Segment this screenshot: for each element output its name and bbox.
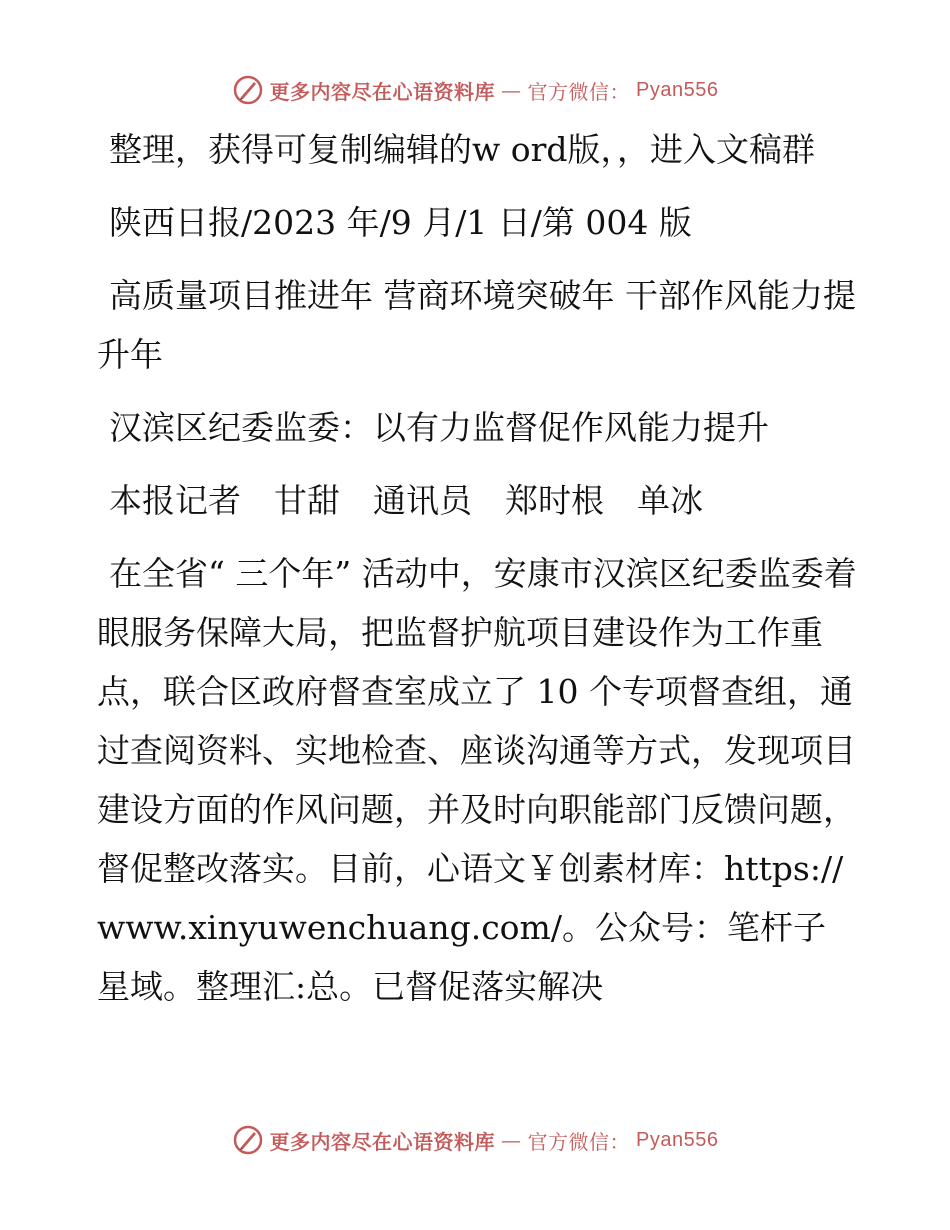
watermark-separator: — — [501, 1128, 522, 1152]
byline: 本报记者 甘甜 通讯员 郑时根 单冰 — [109, 481, 703, 520]
quill-seal-icon — [232, 74, 264, 106]
intro-line: 整理，获得可复制编辑的w ord版，，进入文稿群 — [109, 130, 816, 169]
watermark-separator: — — [501, 78, 522, 102]
headline-banner: 高质量项目推进年 营商环境突破年 干部作风能力提升年 — [97, 276, 856, 374]
body-paragraph: 在全省“ 三个年” 活动中，安康市汉滨区纪委监委着眼服务保障大局，把监督护航项目建设作为工作重点，联合区政府督查室成立了 10 个专项督查组，通过查阅资料、实地检查、座谈沟通等方式，发现项目建设方面的作风问题，并及时向职能部门反馈问题，督促整改落实。目前，心语文￥创素材库：https://www.xinyuwenchuang.com/。公众号：笔杆子星域。整理汇:总。已督促落实解决 — [97, 554, 857, 1006]
watermark-account: Pyan556 — [636, 78, 719, 101]
header-watermark — [0, 70, 950, 110]
watermark-wechat-label: 官方微信： — [527, 79, 631, 104]
watermark-brand-text: 更多内容尽在心语资料库 — [269, 1129, 496, 1154]
document-body — [97, 120, 857, 1030]
watermark-wechat-label: 官方微信： — [527, 1129, 631, 1154]
source-line: 陕西日报/2023 年/9 月/1 日/第 004 版 — [109, 203, 692, 242]
article-title: 汉滨区纪委监委：以有力监督促作风能力提升 — [109, 408, 769, 447]
watermark-account: Pyan556 — [636, 1128, 719, 1151]
quill-seal-icon — [232, 1124, 264, 1156]
footer-watermark — [0, 1120, 950, 1160]
watermark-brand-text: 更多内容尽在心语资料库 — [269, 79, 496, 104]
